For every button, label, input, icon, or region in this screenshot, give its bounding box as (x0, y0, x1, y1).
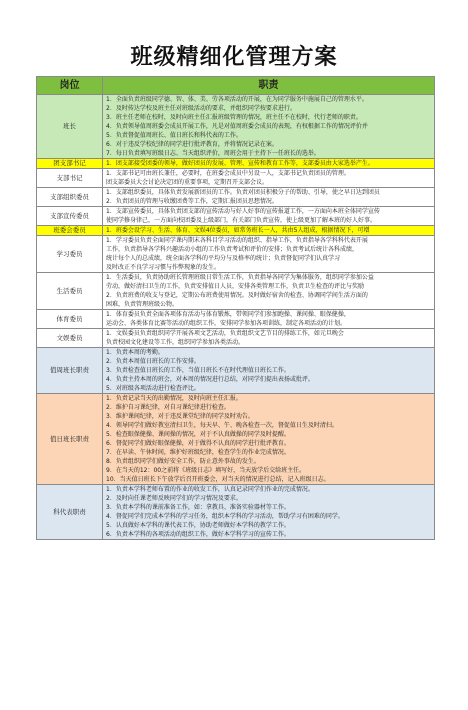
duty-line: 4．负责主持本周的班会，对本周的情况进行总结，对同学们提出表扬或批评。 (106, 376, 314, 383)
duty-line: 1．支部宣传委员，具体负责团支部的宣传活动与好人好事的宣传报道工作，一方面向本班全体同学宣传 (106, 208, 380, 215)
table-row (37, 310, 435, 329)
role-cell: 班长 (37, 95, 103, 159)
role-cell: 科代表职责 (37, 485, 103, 540)
role-cell: 学习委员 (37, 236, 103, 273)
table-row (37, 95, 435, 159)
role-cell: 支部宣传委员 (37, 207, 103, 226)
duty-line: 困难，负责管理班级公物。 (106, 301, 179, 308)
table-row (37, 348, 435, 394)
duty-cell (103, 485, 435, 540)
duty-line: 3．班主任老师在校时，及时向班主任汇报班级管理的情况，班主任不在校时，代行老师的职责。 (106, 114, 362, 121)
role-cell: 值周班长职责 (37, 348, 103, 394)
duty-line: 统计每个人的总成绩，统全面各学科的平均分与及格率的统计；负责督促同学们认真学习 (106, 255, 341, 262)
duty-line: 及时改正不良学习习惯与作弊现象的发生。 (106, 264, 221, 271)
duty-cell (103, 329, 435, 348)
duty-line: 2．维护自习课纪律，对自习课纪律进行检查。 (106, 404, 230, 411)
duty-line: 1．体育委员负责全面各项体育活动与体育锻炼，带领同学们参加跑操、课间操、眼保健操， (106, 311, 350, 318)
duty-line: 4．领导同学们做好教室清扫卫生，每天早、午、晚各检查一次，督促值日生及时清扫。 (106, 422, 338, 429)
duty-line: 6．对于违反学校纪律的同学进行批评教育，并将情况记录在案。 (106, 141, 278, 148)
duty-line: 2．负责团员的管理与收缴团费等工作，定期汇报团员思想情况。 (106, 198, 278, 205)
duty-line: 7．每日负责填写班级日志、当天组织评价，周班会用于主持下一任班长的选举。 (106, 150, 320, 157)
duty-line: 1．班委会设学习、生活、体育、文娱4位委员，如常务班长一人，共由5人组成，根据情况下，可增 (106, 227, 370, 234)
duty-line: 3．维护课间纪律，对于违反课堂纪律的同学及时劝告。 (106, 413, 254, 420)
role-cell: 支部书记 (37, 169, 103, 188)
duty-line: 1．生活委员，负责协助班长管理班级日常生活工作，负责指导各同学为集体服务，组织同学参加公益 (106, 274, 374, 281)
duty-line: 2．及时传达学校及班主任对班级活动的要求，并组织同学按要求进行。 (106, 105, 296, 112)
duty-cell (103, 348, 435, 394)
duty-cell (103, 188, 435, 207)
table-row (37, 207, 435, 226)
duty-line: 4．负责领导值周班委会成员开展工作，凡是对值周班委会成员的表现，有权根据工作的情况评价并 (106, 123, 368, 130)
duty-line: 2．及时向任课老师反映同学们的学习情况及要求。 (106, 495, 242, 502)
header-duty: 职责 (103, 77, 435, 95)
role-cell: 体育委员 (37, 310, 103, 329)
duty-line: 1．全面负责班级同学德、智、体、美、劳各项活动的开展，在为同学服务中施展自己的管理水平。 (106, 96, 368, 103)
duty-line: 5．认真做好本学科的课代表工作，协助老师做好本学科的教学工作。 (106, 522, 290, 529)
table-row (37, 188, 435, 207)
duty-line: 使同学修身律己，一方面向校团委及上级部门，有关部门负责宣传，使上级更加了解本班的好人好事。 (106, 217, 377, 224)
table-row (37, 273, 435, 310)
duty-line: 团支部委员大会讨论决定团的重要事项，定期召开支部会议。 (106, 179, 269, 186)
duty-line: 1．团支部接受团委的领导，做好团员的发展、管理、宣传和教育工作等，支部委员由大家选举产生。 (106, 160, 374, 167)
duty-line: 6．负责本学科的各项活动的组织工作，做好本学科学习的宣传工作。 (106, 531, 290, 538)
duty-cell (103, 273, 435, 310)
page-title: 班级精细化管理方案 (130, 45, 338, 70)
duty-line: 运动会、各类体育比赛等活动的组织工作，安排同学参加各项训练，制定各项活动的计划。 (106, 320, 347, 327)
duty-line: 5．检查眼保健操、课间操的情况，对于不认真做操的同学及时提醒。 (106, 431, 290, 438)
duty-line: 1．负责本学科老师布置的作业的收发工作，认真记录同学们作业的完成情况。 (106, 486, 314, 493)
duty-line: 2．负责班费的收支与登记，定期公布班费使用情况。及时做好宿舍的检查、协调同学间生活方面的 (106, 292, 368, 299)
duty-line: 6．督促同学们做好眼保健操，对于做得不认真的同学进行批评教育。 (106, 440, 290, 447)
duty-line: 4．督促同学们完成本学科的学习任务，组织本学科的学习活动，帮助学习有困难的同学。 (106, 513, 344, 520)
duty-cell (103, 394, 435, 485)
duty-line: 5．负责督促值周班长、值日班长和科代表的工作。 (106, 132, 242, 139)
table-row (37, 159, 435, 169)
duty-cell (103, 236, 435, 273)
duty-line: 1．负责记录当天的出勤情况，及时向班主任汇报。 (106, 395, 242, 402)
table-row (37, 485, 435, 540)
table-row (37, 169, 435, 188)
duty-line: 负责校园文化建设等工作，组织同学参加各类活动。 (106, 339, 245, 346)
role-cell: 生活委员 (37, 273, 103, 310)
table-header-row (37, 77, 435, 95)
duty-cell (103, 159, 435, 169)
duty-line: 8．负责组织同学们做好安全工作，防止意外事故的发生。 (106, 458, 260, 465)
duty-line: 2．负责本周值日班长的工作安排。 (106, 358, 200, 365)
duty-line: 1．文娱委员负责组织同学开展各项文艺活动，负责组织文艺节目的排练工作，如元旦晚会 (106, 330, 344, 337)
duty-line: 10．当天值日班长下午放学后召开班委会，对当天的情况进行总结，记入班级日志。 (106, 476, 330, 483)
role-cell: 支部组织委员 (37, 188, 103, 207)
duty-cell (103, 95, 435, 159)
role-cell: 文娱委员 (37, 329, 103, 348)
table-row (37, 226, 435, 236)
duty-cell (103, 207, 435, 226)
table-row (37, 236, 435, 273)
duty-line: 1．支部书记可由班长兼任，必要时，在班委会成员中另设一人，支部书记负责团员的管理。 (106, 170, 350, 177)
role-cell: 班委会委员 (37, 226, 103, 236)
duty-line: 5．对班级各项活动进行检查评比。 (106, 385, 200, 392)
duty-cell (103, 169, 435, 188)
duty-line: 7．在早读、午休时间，维护好班级纪律，检查学生的作业完成情况。 (106, 449, 290, 456)
duty-line: 劳动，做好清扫卫生的工作，负责安排值日人员，安排各类管理工作，负责卫生检查的评比与奖励 (106, 283, 365, 290)
duty-cell (103, 310, 435, 329)
header-role: 岗位 (37, 77, 103, 95)
table-body (37, 95, 435, 540)
duty-cell (103, 226, 435, 236)
duty-line: 3．负责本学科的课前准备工作，如：拿教具、准备实验器材等工作。 (106, 504, 290, 511)
duty-line: 工作，负责指导各学科兴趣活动小组的工作负责考试和评价的安排；负责考试后统计各科成绩， (106, 246, 359, 253)
role-cell: 值日班长职责 (37, 394, 103, 485)
duty-line: 3．负责检查值日班长的工作，当值日班长不在时代理值日班长工作。 (106, 367, 290, 374)
duty-line: 9．在当天的12：00之前将《班级日志》填写好，当天放学后交给班主任。 (106, 467, 306, 474)
role-cell: 团支部书记 (37, 159, 103, 169)
table-row (37, 394, 435, 485)
duty-line: 1．学习委员负责全面同学课内期末各科目学习活动的组织、指导工作，负责指导各学科科代表开展 (106, 237, 368, 244)
table-row (37, 329, 435, 348)
duty-line: 1．负责本周的考勤。 (106, 349, 164, 356)
duty-line: 1．支部组织委员，具体负责发展新团员的工作。负责对团员积极分子的帮助、引导，使之早日达到团员 (106, 189, 380, 196)
duty-table (36, 76, 435, 540)
